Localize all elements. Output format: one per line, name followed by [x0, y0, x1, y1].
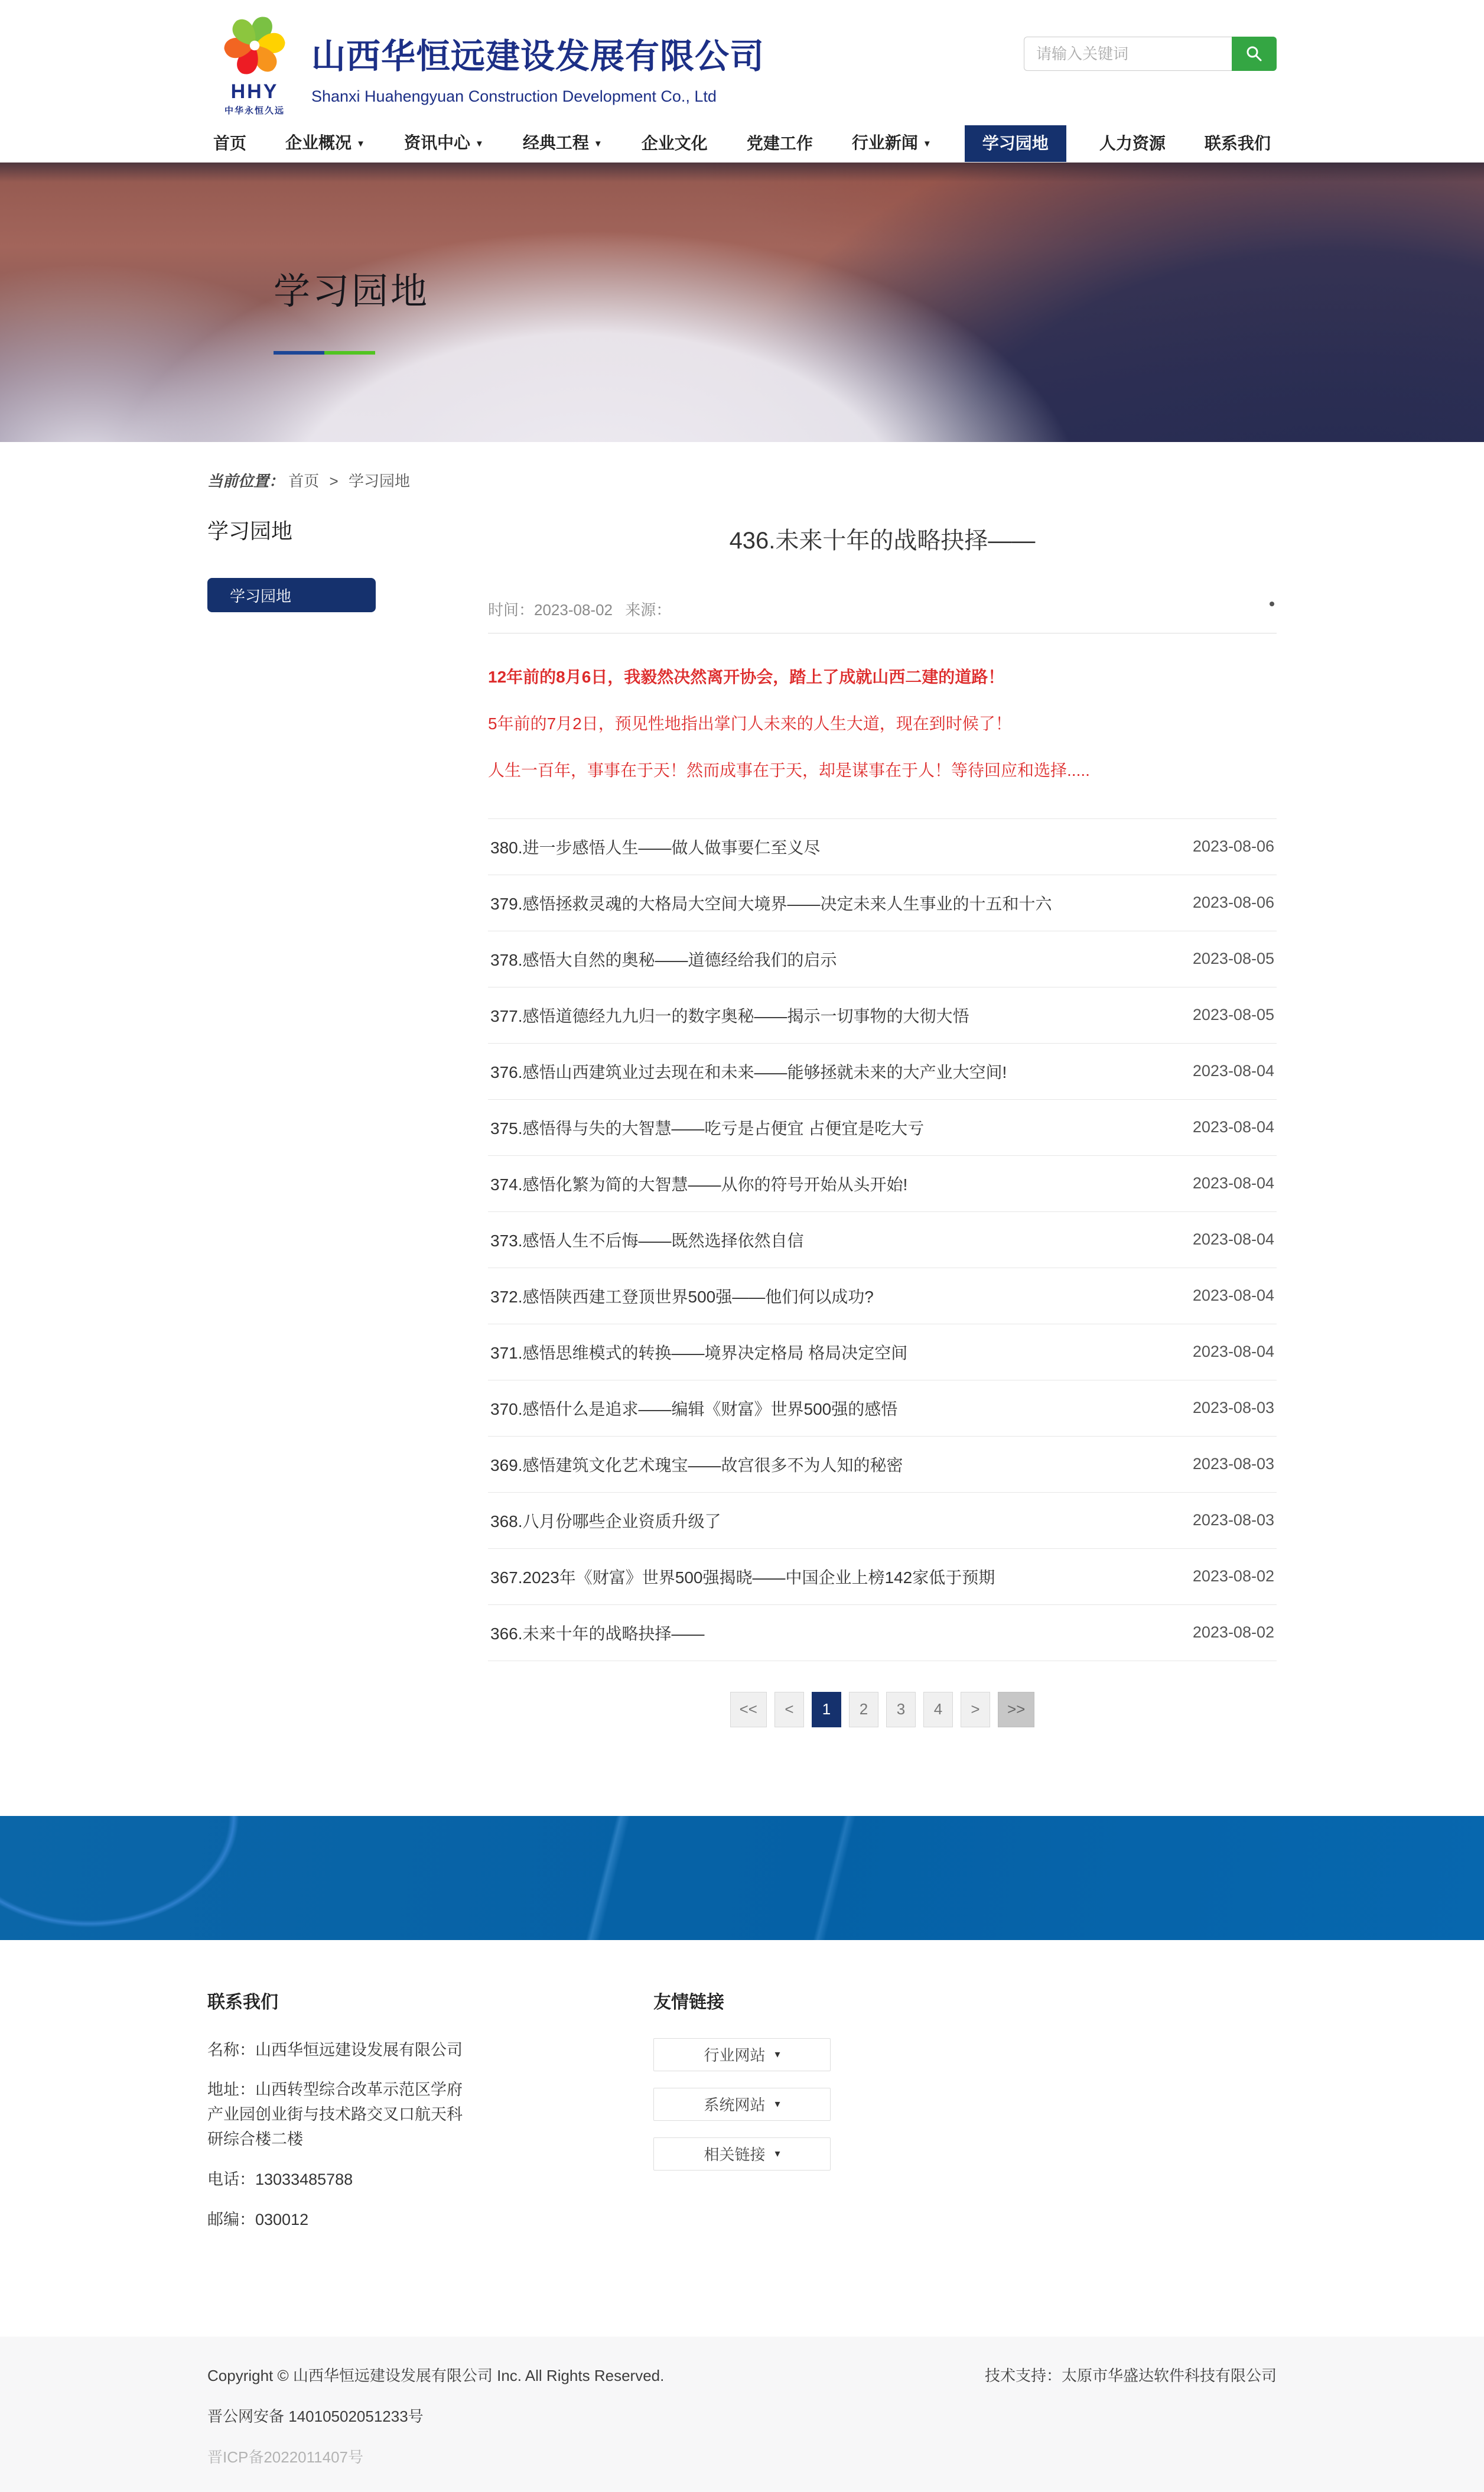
footer-phone: 电话：13033485788	[207, 2170, 353, 2188]
pagination-button[interactable]: >>	[998, 1692, 1034, 1727]
list-item-title: 370.感悟什么是追求——编辑《财富》世界500强的感悟	[490, 1399, 898, 1418]
list-item[interactable]	[488, 1493, 1277, 1549]
article-paragraphs	[488, 668, 1277, 781]
list-item-title: 369.感悟建筑文化艺术瑰宝——故宫很多不为人知的秘密	[490, 1455, 903, 1474]
chevron-down-icon: ▼	[356, 139, 365, 149]
search-box	[1024, 37, 1277, 71]
list-item[interactable]	[488, 1044, 1277, 1100]
list-item-title: 380.进一步感悟人生——做人做事要仁至义尽	[490, 838, 821, 857]
site-footer	[0, 1940, 1484, 2337]
pagination-button[interactable]: 4	[923, 1692, 953, 1727]
list-item[interactable]	[488, 1156, 1277, 1212]
chevron-down-icon: ▼	[922, 139, 932, 149]
list-item-date: 2023-08-04	[1192, 1230, 1274, 1249]
list-item[interactable]	[488, 1380, 1277, 1437]
list-item-date: 2023-08-02	[1192, 1623, 1274, 1642]
company-name-en: Shanxi Huahengyuan Construction Development Co., Ltd	[311, 87, 717, 105]
nav-item[interactable]: 人力资源	[1099, 134, 1166, 152]
list-item-title: 378.感悟大自然的奥秘——道德经给我们的启示	[490, 950, 837, 969]
sidebar-title: 学习园地	[207, 519, 293, 543]
icp-record-text: 晋ICP备2022011407号	[207, 2448, 364, 2466]
main-nav	[207, 125, 1277, 163]
meta-dot	[1270, 602, 1274, 606]
nav-item[interactable]: 首页	[213, 134, 247, 152]
logo-abbr: HHY	[230, 80, 279, 103]
list-item-title: 375.感悟得与失的大智慧——吃亏是占便宜 占便宜是吃大亏	[490, 1119, 925, 1138]
chevron-down-icon: ▼	[593, 139, 603, 149]
list-item-date: 2023-08-05	[1192, 950, 1274, 968]
list-item[interactable]	[488, 875, 1277, 931]
chevron-down-icon: ▼	[474, 139, 484, 149]
copyright-text: Copyright © 山西华恒远建设发展有限公司 Inc. All Rights Reserved.	[207, 2366, 665, 2384]
list-item[interactable]	[488, 1100, 1277, 1156]
page-banner	[0, 163, 1484, 442]
footer-link-dropdown[interactable]: 相关链接 ▾	[653, 2137, 831, 2171]
nav-item[interactable]: 企业文化	[641, 134, 708, 152]
footer-company-name: 名称：山西华恒远建设发展有限公司	[207, 2041, 463, 2059]
list-item[interactable]	[488, 1437, 1277, 1493]
list-item[interactable]	[488, 819, 1277, 875]
list-item-date: 2023-08-03	[1192, 1455, 1274, 1473]
nav-item[interactable]: 经典工程 ▼	[522, 134, 603, 152]
search-icon	[1245, 44, 1264, 63]
article-paragraph: 5年前的7月2日，预见性地指出掌门人未来的人生大道，现在到时候了！	[488, 714, 1012, 733]
nav-item[interactable]: 联系我们	[1204, 134, 1271, 152]
sidebar-item-learning[interactable]: 学习园地	[207, 578, 376, 612]
company-name-cn: 山西华恒远建设发展有限公司	[311, 37, 765, 76]
nav-item[interactable]: 行业新闻 ▼	[851, 134, 932, 152]
list-item-title: 371.感悟思维模式的转换——境界决定格局 格局决定空间	[490, 1343, 908, 1362]
list-item-title: 372.感悟陕西建工登顶世界500强——他们何以成功?	[490, 1287, 874, 1306]
search-input[interactable]	[1024, 37, 1232, 71]
nav-item[interactable]: 资讯中心 ▼	[403, 134, 484, 152]
breadcrumb-separator: >	[329, 472, 339, 490]
article-paragraph: 12年前的8月6日，我毅然决然离开协会，踏上了成就山西二建的道路！	[488, 668, 1005, 686]
list-item-date: 2023-08-04	[1192, 1286, 1274, 1305]
list-item[interactable]	[488, 1549, 1277, 1605]
footer-link-dropdown[interactable]: 行业网站 ▾	[653, 2038, 831, 2071]
list-item-title: 379.感悟拯救灵魂的大格局大空间大境界——决定未来人生事业的十五和十六	[490, 894, 1052, 913]
list-item[interactable]	[488, 1212, 1277, 1268]
nav-item[interactable]: 党建工作	[746, 134, 813, 152]
chevron-down-icon: ▾	[774, 2048, 780, 2061]
tech-support-text: 技术支持：太原市华盛达软件科技有限公司	[984, 2366, 1277, 2384]
pagination-button[interactable]: 1	[812, 1692, 841, 1727]
company-logo[interactable]	[207, 11, 764, 116]
pagination-button[interactable]: >	[961, 1692, 990, 1727]
pagination	[488, 1692, 1277, 1727]
site-header	[0, 0, 1484, 163]
meta-time-value: 2023-08-02	[534, 601, 613, 619]
pagination-button[interactable]: <	[774, 1692, 804, 1727]
footer-contact	[207, 1987, 470, 2248]
breadcrumb-label: 当前位置：	[207, 472, 285, 490]
pagination-button[interactable]: <<	[730, 1692, 767, 1727]
article-list	[488, 818, 1277, 1661]
list-item[interactable]	[488, 1324, 1277, 1380]
banner-underline	[274, 351, 375, 355]
list-item-date: 2023-08-02	[1192, 1567, 1274, 1585]
meta-source-label: 来源：	[625, 601, 672, 619]
chevron-down-icon: ▾	[774, 2098, 780, 2110]
decorative-blue-band	[0, 1816, 1484, 1940]
breadcrumb	[207, 469, 1277, 491]
list-item-date: 2023-08-03	[1192, 1511, 1274, 1529]
chevron-down-icon: ▾	[774, 2147, 780, 2160]
list-item-date: 2023-08-06	[1192, 837, 1274, 856]
footer-links	[653, 1987, 831, 2187]
breadcrumb-home-link[interactable]: 首页	[288, 472, 320, 490]
banner-title: 学习园地	[274, 271, 430, 312]
list-item-date: 2023-08-04	[1192, 1343, 1274, 1361]
list-item-date: 2023-08-03	[1192, 1399, 1274, 1417]
list-item-title: 374.感悟化繁为简的大智慧——从你的符号开始从头开始!	[490, 1175, 908, 1194]
footer-link-dropdown[interactable]: 系统网站 ▾	[653, 2088, 831, 2121]
pagination-button[interactable]: 2	[849, 1692, 878, 1727]
article-meta	[488, 598, 1277, 633]
list-item[interactable]	[488, 987, 1277, 1044]
list-item-date: 2023-08-06	[1192, 894, 1274, 912]
meta-time-label: 时间：	[488, 601, 535, 619]
logo-slogan: 中华永恒久远	[224, 106, 285, 116]
nav-item[interactable]: 企业概况 ▼	[285, 134, 365, 152]
list-item-date: 2023-08-04	[1192, 1062, 1274, 1080]
list-item[interactable]	[488, 1605, 1277, 1661]
list-item-title: 376.感悟山西建筑业过去现在和未来——能够拯就未来的大产业大空间!	[490, 1063, 1007, 1081]
breadcrumb-current: 学习园地	[348, 472, 410, 490]
sidebar	[207, 514, 376, 612]
footer-zipcode: 邮编：030012	[207, 2210, 309, 2228]
list-item-title: 377.感悟道德经九九归一的数字奥秘——揭示一切事物的大彻大悟	[490, 1006, 969, 1025]
list-item-date: 2023-08-04	[1192, 1174, 1274, 1193]
list-item-title: 367.2023年《财富》世界500强揭晓——中国企业上榜142家低于预期	[490, 1568, 995, 1587]
nav-item[interactable]: 学习园地	[965, 125, 1066, 162]
article-panel	[488, 514, 1277, 1727]
article-title: 436.未来十年的战略抉择——	[729, 528, 1036, 554]
pinwheel-logo-icon	[220, 11, 289, 80]
list-item[interactable]	[488, 1268, 1277, 1324]
copyright-bar	[0, 2337, 1484, 2492]
footer-links-heading: 友情链接	[653, 1992, 724, 2012]
list-item-title: 368.八月份哪些企业资质升级了	[490, 1512, 721, 1531]
article-paragraph: 人生一百年，事事在于天！然而成事在于天，却是谋事在于人！等待回应和选择.....	[488, 761, 1090, 780]
search-button[interactable]	[1232, 37, 1277, 71]
pagination-button[interactable]: 3	[886, 1692, 916, 1727]
list-item[interactable]	[488, 931, 1277, 987]
security-record-text: 晋公网安备 14010502051233号	[207, 2407, 424, 2425]
footer-address: 地址：山西转型综合改革示范区学府产业园创业街与技术路交叉口航天科研综合楼二楼	[207, 2081, 463, 2149]
footer-contact-heading: 联系我们	[207, 1992, 278, 2012]
list-item-title: 366.未来十年的战略抉择——	[490, 1624, 705, 1643]
list-item-date: 2023-08-05	[1192, 1006, 1274, 1024]
list-item-title: 373.感悟人生不后悔——既然选择依然自信	[490, 1231, 804, 1250]
list-item-date: 2023-08-04	[1192, 1118, 1274, 1136]
